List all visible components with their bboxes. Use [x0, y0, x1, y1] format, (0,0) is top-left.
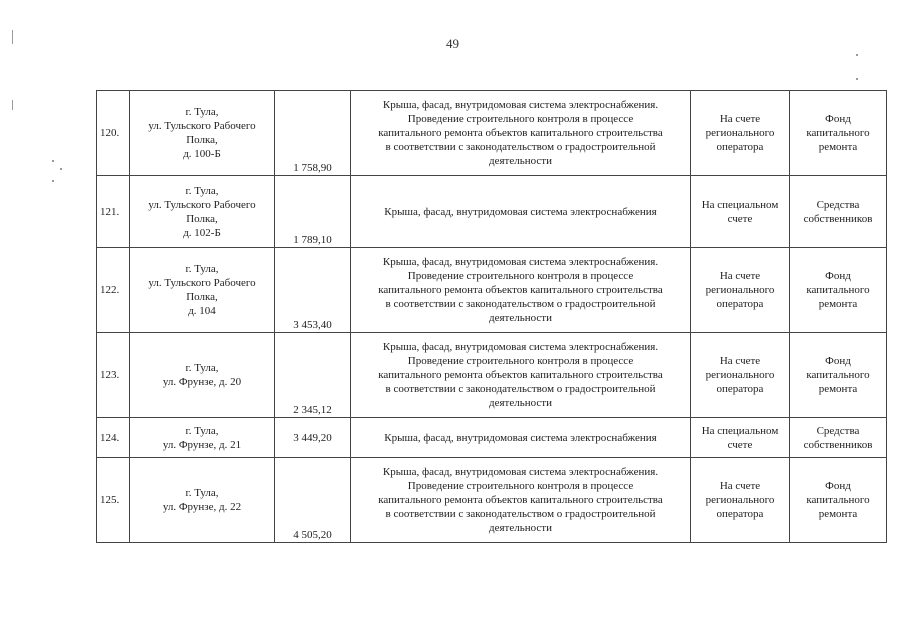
row-number: 123.: [97, 333, 130, 418]
row-works: Крыша, фасад, внутридомовая система электроснабжения. Проведение строительного контроля в процессе капитального ремонта объектов капитального строительства в соответствии с законодательством о градостроительной деятельности: [351, 91, 691, 176]
row-sum: 2 345,12: [275, 333, 351, 418]
row-address: г. Тула, ул. Тульского Рабочего Полка, д. 100-Б: [130, 91, 275, 176]
row-sum: 3 449,20: [275, 418, 351, 458]
row-works: Крыша, фасад, внутридомовая система электроснабжения. Проведение строительного контроля в процессе капитального ремонта объектов капитального строительства в соответствии с законодательством о градостроительной деятельности: [351, 458, 691, 543]
row-number: 124.: [97, 418, 130, 458]
row-account-type: На счете регионального оператора: [691, 91, 790, 176]
row-works: Крыша, фасад, внутридомовая система электроснабжения: [351, 418, 691, 458]
row-account-type: На счете регионального оператора: [691, 458, 790, 543]
row-works: Крыша, фасад, внутридомовая система электроснабжения. Проведение строительного контроля в процессе капитального ремонта объектов капитального строительства в соответствии с законодательством о градостроительной деятельности: [351, 248, 691, 333]
scan-edge-mark: [12, 100, 13, 110]
table-row: [97, 458, 887, 543]
scan-dot-mark: [52, 160, 54, 162]
table-row: [97, 176, 887, 248]
row-funding-source: Фонд капитального ремонта: [790, 248, 887, 333]
row-funding-source: Фонд капитального ремонта: [790, 91, 887, 176]
row-funding-source: Средства собственников: [790, 176, 887, 248]
row-address: г. Тула, ул. Фрунзе, д. 20: [130, 333, 275, 418]
row-number: 120.: [97, 91, 130, 176]
scan-dot-mark: [52, 180, 54, 182]
row-account-type: На специальном счете: [691, 418, 790, 458]
row-account-type: На специальном счете: [691, 176, 790, 248]
table-row: [97, 333, 887, 418]
row-funding-source: Средства собственников: [790, 418, 887, 458]
table-row: [97, 91, 887, 176]
row-account-type: На счете регионального оператора: [691, 248, 790, 333]
row-number: 125.: [97, 458, 130, 543]
scan-dot-mark: [856, 54, 858, 56]
table-row: [97, 418, 887, 458]
scan-edge-mark: [12, 30, 13, 44]
row-sum: 3 453,40: [275, 248, 351, 333]
table-row: [97, 248, 887, 333]
page-number: 49: [446, 36, 459, 51]
row-number: 121.: [97, 176, 130, 248]
scan-dot-mark: [856, 78, 858, 80]
row-address: г. Тула, ул. Тульского Рабочего Полка, д. 104: [130, 248, 275, 333]
row-funding-source: Фонд капитального ремонта: [790, 458, 887, 543]
row-address: г. Тула, ул. Тульского Рабочего Полка, д. 102-Б: [130, 176, 275, 248]
row-address: г. Тула, ул. Фрунзе, д. 22: [130, 458, 275, 543]
repair-registry-table: [96, 90, 887, 543]
row-sum: 4 505,20: [275, 458, 351, 543]
row-address: г. Тула, ул. Фрунзе, д. 21: [130, 418, 275, 458]
row-number: 122.: [97, 248, 130, 333]
row-funding-source: Фонд капитального ремонта: [790, 333, 887, 418]
row-sum: 1 789,10: [275, 176, 351, 248]
row-sum: 1 758,90: [275, 91, 351, 176]
row-works: Крыша, фасад, внутридомовая система электроснабжения: [351, 176, 691, 248]
row-account-type: На счете регионального оператора: [691, 333, 790, 418]
scan-dot-mark: [60, 168, 62, 170]
row-works: Крыша, фасад, внутридомовая система электроснабжения. Проведение строительного контроля в процессе капитального ремонта объектов капитального строительства в соответствии с законодательством о градостроительной деятельности: [351, 333, 691, 418]
